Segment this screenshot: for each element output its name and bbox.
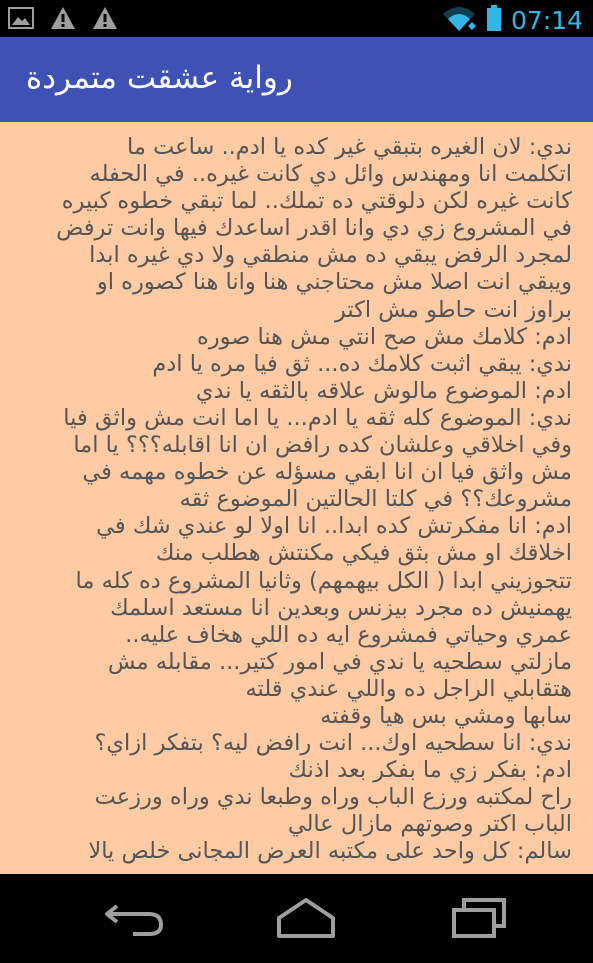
home-icon — [271, 896, 341, 940]
back-icon — [103, 898, 167, 938]
story-line: كانت غيره لكن دلوقتي ده تملك.. لما تبقي خطوه كبيره — [61, 188, 572, 215]
story-line: ادم: بفكر زي ما بفكر بعد اذنك — [288, 757, 572, 784]
back-button[interactable] — [95, 892, 175, 944]
image-notification-icon — [8, 7, 34, 33]
story-line: مش واثق فيا ان انا ابقي مسؤله عن خطوه مهمه في — [82, 459, 572, 486]
notification-icons — [8, 6, 118, 34]
story-line: يهمنيش ده مجرد بيزنس وبعدين انا مستعد اسلمك — [110, 594, 572, 621]
story-line: راح لمكتبه ورزع الباب وراه وطبعا ندي وراه ورزعت — [94, 784, 572, 811]
story-line: سالم: كل واحد على مكتبه العرض المجانى خلص يالا — [88, 838, 572, 865]
story-line: ندي: الموضوع كله ثقه يا ادم... يا اما انت مش واثق فيا — [63, 404, 572, 431]
story-line: وفي اخلاقي وعلشان كده رافض ان انا اقابله؟؟؟ يا اما — [73, 432, 572, 459]
story-line: براوز انت حاطو مش اكتر — [334, 296, 572, 323]
story-line: مشروعك؟؟ في كلتا الحالتين الموضوع ثقه — [179, 486, 572, 513]
story-line: في المشروع زي دي وانا اقدر اساعدك فيها وانت ترفض — [56, 215, 572, 242]
story-line: ويبقي انت اصلا مش محتاجني هنا وانا هنا كصوره او — [96, 269, 572, 296]
wifi-icon — [441, 4, 477, 36]
status-time: 07:14 — [510, 5, 583, 35]
story-line: مازلتي سطحيه يا ندي في امور كتير... مقابله مش — [107, 648, 572, 675]
warning-icon — [50, 6, 76, 34]
story-line: ندي: انا سطحيه اوك... انت رافض ليه؟ بتفكر ازاي؟ — [94, 730, 572, 757]
app-bar — [0, 37, 593, 122]
warning-icon — [92, 6, 118, 34]
navigation-bar — [0, 874, 593, 963]
story-text — [12, 134, 572, 866]
story-content[interactable] — [0, 122, 593, 874]
home-button[interactable] — [266, 892, 346, 944]
story-line: اتكلمت انا ومهندس وائل دي كانت غيره.. في الحفله — [89, 161, 572, 188]
story-line: اخلاقك او مش بثق فيكي مكنتش هطلب منك — [155, 540, 572, 567]
story-line: ندي: يبقي اثبت كلامك ده... ثق فيا مره يا ادم — [152, 350, 572, 377]
story-line: هتقابلي الراجل ده واللي عندي قلته — [245, 675, 572, 702]
page-title: رواية عشقت متمردة — [26, 60, 293, 96]
status-bar — [0, 0, 593, 37]
recent-apps-icon — [448, 896, 512, 940]
story-line: عمري وحياتي فمشروع ايه ده اللي هخاف عليه.. — [125, 621, 572, 648]
story-line: تتجوزيني ابدا ( الكل بيهمهم) وثانيا المشروع ده كله ما — [75, 567, 572, 594]
story-line: لمجرد الرفض يبقي ده مش منطقي ولا دي غيره ابدا — [89, 242, 572, 269]
battery-icon — [487, 5, 501, 35]
recent-apps-button[interactable] — [440, 892, 520, 944]
story-line: سابها ومشي بس هيا وقفته — [320, 702, 572, 729]
story-line: الباب اكتر وصوتهم مازال عالي — [287, 811, 572, 838]
story-line: ادم: الموضوع مالوش علاقه بالثقه يا ندي — [195, 377, 572, 404]
story-line: ادم: انا مفكرتش كده ابدا.. انا اولا لو عندي شك في — [96, 513, 572, 540]
story-line: ادم: كلامك مش صح انتي مش هنا صوره — [196, 323, 572, 350]
story-line: ندي: لان الغيره بتبقي غير كده يا ادم.. ساعت ما — [127, 134, 572, 160]
system-status — [441, 4, 583, 36]
